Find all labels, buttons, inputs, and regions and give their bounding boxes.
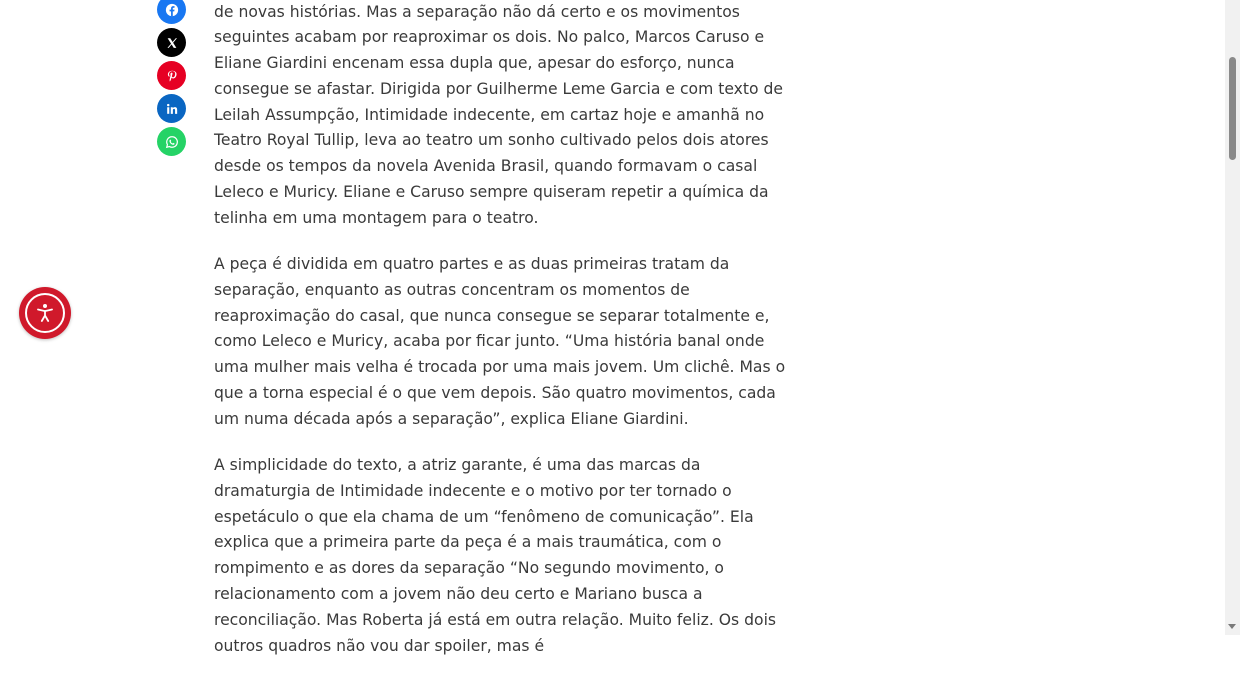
accessibility-icon (33, 301, 57, 325)
facebook-icon (165, 3, 179, 17)
linkedin-share-button[interactable] (157, 94, 186, 123)
share-buttons (157, 0, 186, 156)
x-share-button[interactable] (157, 28, 186, 57)
scrollbar-thumb[interactable] (1229, 57, 1236, 160)
article-paragraph: A peça é dividida em quatro partes e as duas primeiras tratam da separação, enquanto as outras concentram os momentos de reaproximação do casal, que nunca consegue se separar totalmente e, como Leleco e Muricy, acaba por ficar junto. “Uma história banal onde uma mulher mais velha é trocada por uma mais jovem. Um clichê. Mas o que a torna especial é o que vem depois. São quatro movimentos, cada um numa década após a separação”, explica Eliane Giardini. (214, 255, 786, 428)
pinterest-share-button[interactable] (157, 61, 186, 90)
scroll-down-arrow[interactable] (1228, 624, 1236, 629)
accessibility-ring (25, 293, 65, 333)
whatsapp-share-button[interactable] (157, 127, 186, 156)
article-paragraph: A simplicidade do texto, a atriz garante, é uma das marcas da dramaturgia de Intimidade indecente e o motivo por ter tornado o espetáculo o que ela chama de um “fenômeno de comunicação”. Ela explica que a primeira parte da peça é a mais traumática, com o rompimento e as dores da separação “No segundo movimento, o relacionamento com a jovem não deu certo e Mariano busca a reconciliação. Mas Roberta já está em outra relação. Muito feliz. Os dois outros quadros não vou dar spoiler, mas é (214, 456, 777, 655)
accessibility-button[interactable] (19, 287, 71, 339)
page-scrollbar[interactable] (1225, 0, 1240, 635)
facebook-share-button[interactable] (157, 0, 186, 24)
article-body (214, 0, 794, 680)
article-paragraph: de novas histórias. Mas a separação não dá certo e os movimentos seguintes acabam por reaproximar os dois. No palco, Marcos Caruso e Eliane Giardini encenam essa dupla que, apesar do esforço, nunca consegue se afastar. Dirigida por Guilherme Leme Garcia e com texto de Leilah Assumpção, Intimidade indecente, em cartaz hoje e amanhã no Teatro Royal Tullip, leva ao teatro um sonho cultivado pelos dois atores desde os tempos da novela Avenida Brasil, quando formavam o casal Leleco e Muricy. Eliane e Caruso sempre quiseram repetir a química da telinha em uma montagem para o teatro. (214, 2, 783, 227)
pinterest-icon (165, 69, 179, 83)
whatsapp-icon (165, 135, 179, 149)
linkedin-icon (165, 102, 179, 116)
x-icon (165, 36, 179, 50)
